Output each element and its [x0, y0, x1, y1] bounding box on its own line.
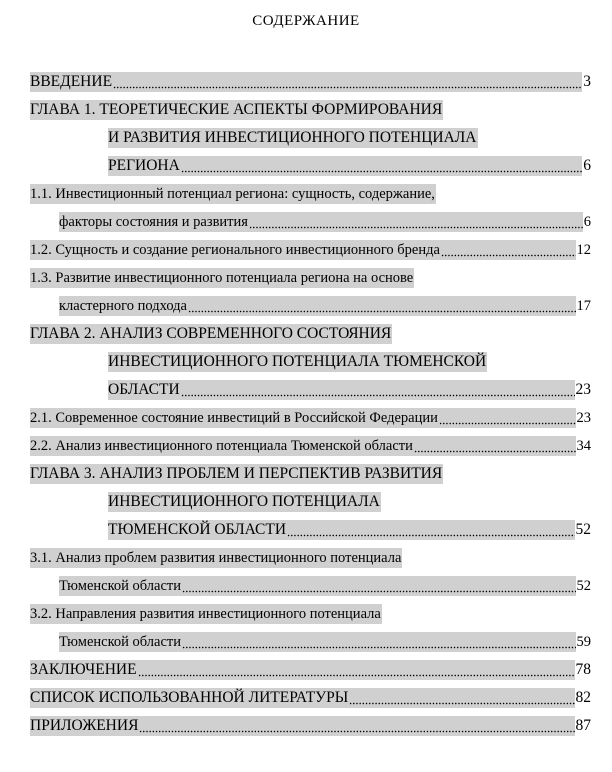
toc-entry-line — [30, 490, 591, 518]
toc-entry-text: 3.2. Направления развития инвестиционного потенциала — [30, 606, 381, 622]
toc-entry[interactable] — [30, 154, 591, 182]
page-number: 3 — [583, 73, 591, 90]
toc-entry-text: 2.2. Анализ инвестиционного потенциала Тюменской области — [30, 438, 413, 454]
toc-entry-line — [30, 126, 591, 154]
toc-entry-line — [30, 546, 591, 574]
toc-entry[interactable] — [30, 294, 591, 322]
toc-title: СОДЕРЖАНИЕ — [252, 13, 360, 29]
toc-entry-text: кластерного подхода — [59, 298, 187, 314]
table-of-contents — [30, 70, 591, 742]
dot-leader — [249, 212, 583, 232]
toc-entry-line — [30, 322, 591, 350]
toc-entry[interactable] — [30, 518, 591, 546]
toc-entry[interactable] — [30, 434, 591, 462]
toc-entry-line — [30, 350, 591, 378]
toc-entry[interactable] — [30, 686, 591, 714]
dot-leader — [181, 156, 582, 176]
dot-leader — [181, 380, 575, 400]
toc-entry-text: Тюменской области — [59, 634, 181, 650]
toc-entry-text: ГЛАВА 2. АНАЛИЗ СОВРЕМЕННОГО СОСТОЯНИЯ — [30, 325, 392, 342]
toc-entry-text: ВВЕДЕНИЕ — [30, 73, 113, 90]
page-number: 78 — [575, 661, 591, 678]
toc-entry-text: факторы состояния и развития — [59, 214, 248, 230]
page-number: 6 — [583, 214, 591, 230]
toc-entry-line — [30, 98, 591, 126]
toc-entry-text: ПРИЛОЖЕНИЯ — [30, 717, 139, 734]
toc-entry-text: 1.2. Сущность и создание регионального инвестиционного бренда — [30, 242, 440, 258]
toc-entry[interactable] — [30, 714, 591, 742]
toc-entry-text: ТЮМЕНСКОЙ ОБЛАСТИ — [108, 521, 287, 538]
page-number: 17 — [576, 298, 591, 314]
toc-entry[interactable] — [30, 70, 591, 98]
toc-entry[interactable] — [30, 378, 591, 406]
toc-entry[interactable] — [30, 238, 591, 266]
page-number: 23 — [576, 410, 591, 426]
dot-leader — [349, 688, 574, 708]
toc-entry-line — [30, 462, 591, 490]
toc-entry[interactable] — [30, 658, 591, 686]
page-number: 52 — [576, 578, 591, 594]
dot-leader — [441, 240, 576, 260]
page-number: 12 — [576, 242, 591, 258]
dot-leader — [139, 716, 574, 736]
toc-entry-text: ОБЛАСТИ — [108, 381, 180, 398]
toc-entry-text: Тюменской области — [59, 578, 181, 594]
toc-entry-line — [30, 602, 591, 630]
toc-entry[interactable] — [30, 630, 591, 658]
dot-leader — [188, 296, 576, 316]
toc-entry-text: 3.1. Анализ проблем развития инвестиционного потенциала — [30, 550, 402, 566]
page-number: 23 — [575, 381, 591, 398]
toc-entry-text: ИНВЕСТИЦИОННОГО ПОТЕНЦИАЛА — [108, 493, 380, 510]
toc-entry-text: 1.1. Инвестиционный потенциал региона: сущность, содержание, — [30, 186, 435, 202]
dot-leader — [182, 576, 576, 596]
toc-entry-text: СПИСОК ИСПОЛЬЗОВАННОЙ ЛИТЕРАТУРЫ — [30, 689, 349, 706]
dot-leader — [138, 660, 575, 680]
toc-entry-text: ГЛАВА 3. АНАЛИЗ ПРОБЛЕМ И ПЕРСПЕКТИВ РАЗВИТИЯ — [30, 465, 443, 482]
page-number: 59 — [576, 634, 591, 650]
page-number: 82 — [575, 689, 591, 706]
toc-entry-line — [30, 182, 591, 210]
dot-leader — [439, 408, 576, 428]
toc-entry-text: РЕГИОНА — [108, 157, 180, 174]
page-number: 34 — [576, 438, 591, 454]
toc-entry-text: ЗАКЛЮЧЕНИЕ — [30, 661, 137, 678]
dot-leader — [287, 520, 574, 540]
toc-entry-text: ГЛАВА 1. ТЕОРЕТИЧЕСКИЕ АСПЕКТЫ ФОРМИРОВАНИЯ — [30, 101, 443, 118]
dot-leader — [113, 72, 582, 92]
page-number: 52 — [575, 521, 591, 538]
toc-entry-text: 2.1. Современное состояние инвестиций в Российской Федерации — [30, 410, 438, 426]
toc-entry-text: 1.3. Развитие инвестиционного потенциала региона на основе — [30, 270, 414, 286]
dot-leader — [414, 436, 576, 456]
toc-entry-text: ИНВЕСТИЦИОННОГО ПОТЕНЦИАЛА ТЮМЕНСКОЙ — [108, 353, 487, 370]
toc-entry[interactable] — [30, 210, 591, 238]
toc-entry-line — [30, 266, 591, 294]
page-number: 87 — [575, 717, 591, 734]
toc-entry[interactable] — [30, 574, 591, 602]
page-number: 6 — [583, 157, 591, 174]
dot-leader — [182, 632, 576, 652]
toc-entry-text: И РАЗВИТИЯ ИНВЕСТИЦИОННОГО ПОТЕНЦИАЛА — [108, 129, 477, 146]
toc-entry[interactable] — [30, 406, 591, 434]
